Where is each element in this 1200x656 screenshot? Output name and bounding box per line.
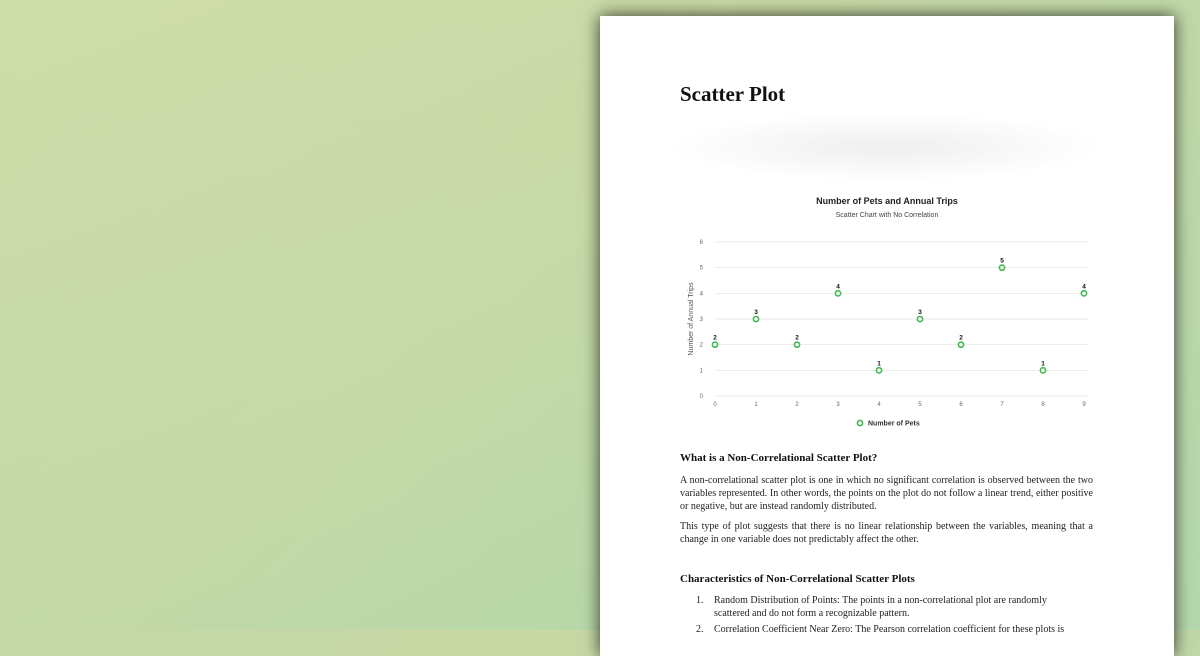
data-point bbox=[794, 342, 799, 347]
list-item-number: 1. bbox=[696, 595, 704, 606]
y-tick-label: 2 bbox=[699, 342, 703, 349]
section-heading-characteristics: Characteristics of Non-Correlational Scatter Plots bbox=[680, 573, 915, 585]
x-tick-label: 7 bbox=[1000, 402, 1004, 408]
data-label: 4 bbox=[836, 283, 840, 291]
blurred-subtitle-smudge bbox=[666, 112, 1106, 182]
data-point bbox=[1081, 291, 1086, 296]
data-label: 4 bbox=[1082, 283, 1086, 291]
data-label: 2 bbox=[795, 334, 799, 342]
y-tick-label: 3 bbox=[699, 317, 703, 323]
chart-title: Number of Pets and Annual Trips bbox=[816, 196, 958, 206]
x-tick-label: 6 bbox=[959, 402, 963, 408]
y-tick-label: 1 bbox=[699, 368, 703, 375]
data-point bbox=[876, 368, 881, 373]
data-label: 1 bbox=[1041, 360, 1045, 368]
document-page bbox=[600, 16, 1174, 656]
list-item-text: Random Distribution of Points: The points in a non-correlational plot are randomly scattered and do not form a recognizable pattern. bbox=[714, 595, 1047, 619]
data-point bbox=[712, 342, 717, 347]
chart-subtitle: Scatter Chart with No Correlation bbox=[835, 212, 939, 219]
data-point bbox=[999, 265, 1004, 270]
y-axis-ticks bbox=[700, 240, 704, 400]
x-tick-label: 2 bbox=[795, 402, 799, 408]
legend-marker bbox=[857, 420, 862, 425]
data-point bbox=[1040, 368, 1045, 373]
definition-paragraph: A non-correlational scatter plot is one in which no significant correlation is observed between the two variables represented. In other words, the points on the plot do not follow a linear trend, either positive or negative, but are instead randomly distributed. bbox=[680, 475, 1093, 512]
x-tick-label: 4 bbox=[877, 402, 881, 408]
x-tick-label: 3 bbox=[836, 402, 840, 408]
x-tick-label: 5 bbox=[918, 402, 922, 408]
x-axis-ticks bbox=[713, 402, 1086, 408]
list-item bbox=[680, 594, 1080, 620]
y-tick-label: 4 bbox=[699, 291, 703, 298]
data-label: 1 bbox=[877, 360, 881, 368]
x-tick-label: 9 bbox=[1082, 402, 1086, 408]
y-axis-label: Number of Annual Trips bbox=[688, 282, 695, 356]
x-tick-label: 0 bbox=[713, 402, 717, 408]
implication-paragraph: This type of plot suggests that there is no linear relationship between the variables, meaning that a change in one variable does not predictably affect the other. bbox=[680, 521, 1093, 545]
x-tick-label: 1 bbox=[754, 402, 758, 408]
y-tick-label: 0 bbox=[699, 394, 703, 400]
list-item-text: Correlation Coefficient Near Zero: The Pearson correlation coefficient for these plots is bbox=[714, 624, 1065, 635]
data-label: 5 bbox=[1000, 257, 1004, 265]
x-tick-label: 8 bbox=[1041, 402, 1045, 408]
data-points bbox=[712, 258, 1086, 373]
data-point bbox=[958, 342, 963, 347]
data-point bbox=[753, 316, 758, 321]
grid-lines bbox=[715, 242, 1088, 396]
list-item-number: 2. bbox=[696, 624, 704, 635]
characteristics-list bbox=[680, 594, 1080, 639]
page-title: Scatter Plot bbox=[680, 82, 786, 106]
data-label: 2 bbox=[959, 334, 963, 342]
data-label: 3 bbox=[918, 309, 922, 316]
scatter-chart bbox=[680, 196, 1100, 436]
section-heading-definition: What is a Non-Correlational Scatter Plot? bbox=[680, 452, 878, 464]
legend-label: Number of Pets bbox=[868, 420, 920, 428]
y-tick-label: 5 bbox=[699, 265, 703, 272]
data-point bbox=[917, 316, 922, 321]
data-point bbox=[835, 291, 840, 296]
data-label: 3 bbox=[754, 309, 758, 316]
blurred-background bbox=[0, 0, 600, 630]
y-tick-label: 6 bbox=[699, 240, 703, 246]
data-label: 2 bbox=[713, 334, 717, 342]
chart-legend bbox=[857, 420, 919, 427]
